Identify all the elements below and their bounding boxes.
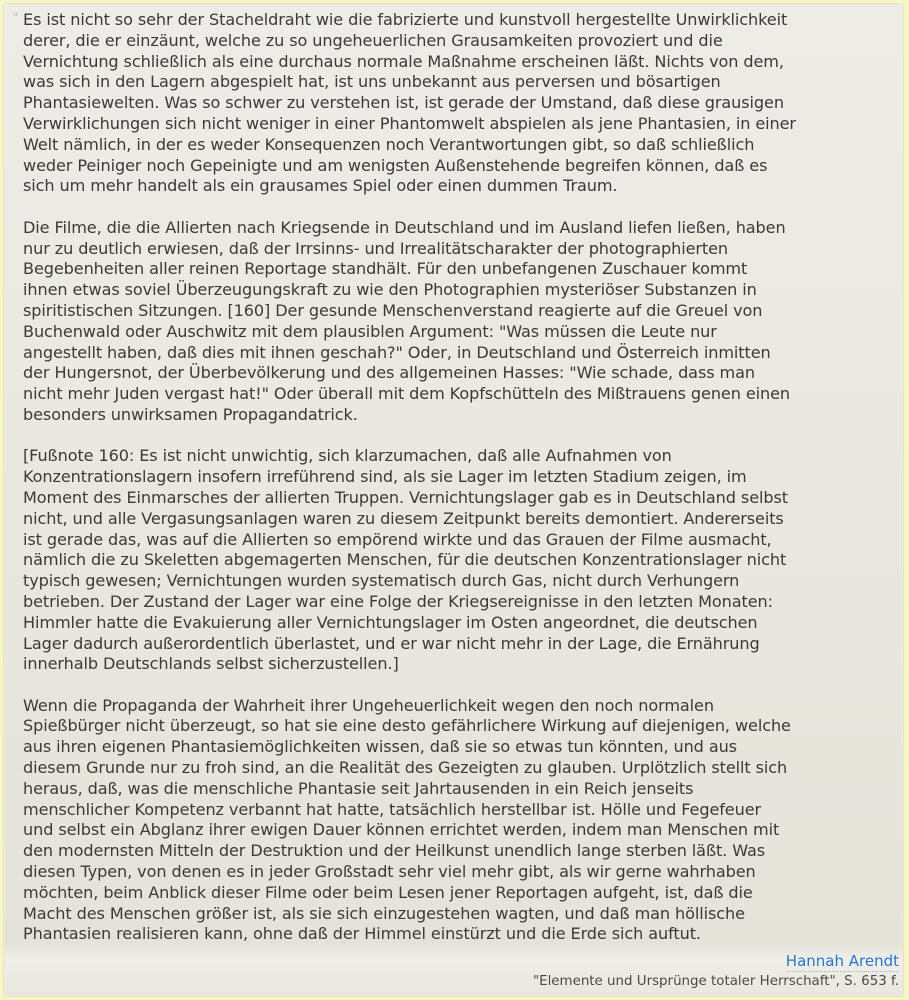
text-line: den modernsten Mitteln der Destruktion und der Heilkunst unendlich lange sterben läßt. Was (23, 841, 766, 861)
quote-paragraph-1 (23, 10, 899, 197)
quote-paragraph-4 (23, 696, 899, 946)
quote-card (3, 3, 904, 997)
text-line: [Fußnote 160: Es ist nicht unwichtig, sich klarzumachen, daß alle Aufnahmen von (23, 446, 672, 466)
text-line: derer, die er einzäunt, welche zu so ungeheuerlichen Grausamkeiten provoziert und die (23, 30, 723, 50)
text-line: Vernichtung schließlich als eine durchaus normale Maßnahme erscheinen läßt. Nichts von dem, (23, 51, 784, 71)
text-line: weder Peiniger noch Gepeinigte und am wenigsten Außenstehende begreifen können, daß es (23, 155, 768, 175)
quote-body (23, 10, 899, 966)
text-line: Die Filme, die die Allierten nach Kriegsende in Deutschland und im Ausland liefen ließen, haben (23, 217, 786, 237)
text-line: nämlich die zu Skeletten abgemagerten Menschen, für die deutschen Konzentrationslager nicht (23, 550, 787, 570)
text-line: Es ist nicht so sehr der Stacheldraht wie die fabrizierte und kunstvoll hergestellte Unwirklichkeit (23, 10, 788, 29)
footnote-paragraph (23, 446, 899, 675)
open-quote-icon: " (13, 11, 19, 24)
text-line: spiritistischen Sitzungen. [160] Der gesunde Menschenverstand reagierte auf die Greuel von (23, 300, 763, 320)
text-line: aus ihren eigenen Phantasiemöglichkeiten wissen, daß sie so etwas tun könnten, und aus (23, 737, 737, 757)
text-line: diesen Typen, von denen es in jeder Großstadt sehr viel mehr gibt, als wir gerne wahrhaben (23, 862, 756, 882)
text-line: angestellt haben, daß dies mit ihnen geschah?" Oder, in Deutschland und Österreich inmitten (23, 342, 771, 362)
text-line: typisch gewesen; Vernichtungen wurden systematisch durch Gas, nicht durch Verhungern (23, 571, 740, 591)
text-line: Lager dadurch außerordentlich überlastet, und er war nicht mehr in der Lage, die Ernährung (23, 633, 760, 653)
text-line: heraus, daß, was die menschliche Phantasie seit Jahrtausenden in ein Reich jenseits (23, 778, 694, 798)
author-link[interactable]: Hannah Arendt (785, 952, 899, 970)
text-line: Himmler hatte die Evakuierung aller Vernichtungslager im Osten angeordnet, die deutschen (23, 612, 758, 632)
text-line: sich um mehr handelt als ein grausames Spiel oder einen dummen Traum. (23, 176, 618, 196)
text-line: Konzentrationslagern insofern irreführend sind, als sie Lager im letzten Stadium zeigen, im (23, 467, 747, 487)
text-line: Welt nämlich, in der es weder Konsequenzen noch Verantwortungen gibt, so daß schließlich (23, 134, 755, 154)
text-line: Phantasien realisieren kann, ohne daß der Himmel einstürzt und die Erde sich auftut. (23, 924, 701, 944)
text-line: nur zu deutlich erwiesen, daß der Irrsinns- und Irrealitätscharakter der photographierten (23, 238, 729, 258)
text-line: Buchenwald oder Auschwitz mit dem plausiblen Argument: "Was müssen die Leute nur (23, 321, 717, 341)
text-line: diesem Grunde nur zu froh sind, an die Realität des Gezeigten zu glauben. Urplötzlich stellt sich (23, 758, 788, 778)
text-line: nicht mehr Juden vergast hat!" Oder überall mit dem Kopfschütteln des Mißtrauens genen einen (23, 384, 791, 404)
text-line: ist gerade das, was auf die Allierten so empörend wirkte und das Grauen der Filme ausmacht, (23, 529, 772, 549)
text-line: menschlicher Kompetenz verbannt hat hatte, tatsächlich herstellbar ist. Hölle und Fegefeuer (23, 799, 762, 819)
text-line: Verwirklichungen sich nicht weniger in einer Phantomwelt abspielen als jene Phantasien, in einer (23, 113, 796, 133)
text-line: nicht, und alle Vergasungsanlagen waren zu diesem Zeitpunkt bereits demontiert. Andererseits (23, 508, 784, 528)
text-line: innerhalb Deutschlands selbst sicherzustellen.] (23, 654, 399, 674)
text-line: Wenn die Propaganda der Wahrheit ihrer Ungeheuerlichkeit wegen den noch normalen (23, 695, 714, 715)
text-line: Spießbürger nicht überzeugt, so hat sie eine desto gefährlichere Wirkung auf diejenigen, welche (23, 716, 791, 736)
text-line: und selbst ein Abglanz ihrer ewigen Dauer können errichtet werden, indem man Menschen mit (23, 820, 780, 840)
text-line: besonders unwirksamen Propagandatrick. (23, 404, 358, 424)
text-line: ihnen etwas soviel Überzeugungskraft zu wie den Photographien mysteriöser Substanzen in (23, 280, 757, 300)
text-line: Moment des Einmarsches der allierten Truppen. Vernichtungslager gab es in Deutschland selbst (23, 487, 788, 507)
text-line: Phantasiewelten. Was so schwer zu verstehen ist, ist gerade der Umstand, daß diese grausigen (23, 93, 784, 113)
source-citation: "Elemente und Ursprünge totaler Herrschaft", S. 653 f. (532, 974, 899, 989)
text-line: was sich in den Lagern abgespielt hat, ist uns unbekannt aus perversen und bösartigen (23, 72, 721, 92)
text-line: Macht des Menschen größer ist, als sie sich einzugestehen wagten, und daß man höllische (23, 903, 745, 923)
text-line: betrieben. Der Zustand der Lager war eine Folge der Kriegsereignisse in den letzten Monaten: (23, 591, 773, 611)
text-line: möchten, beim Anblick dieser Filme oder beim Lesen jener Reportagen aufgeht, ist, daß die (23, 882, 753, 902)
text-line: Begebenheiten aller reinen Reportage standhält. Für den unbefangenen Zuschauer kommt (23, 259, 748, 279)
text-line: der Hungersnot, der Überbevölkerung und des allgemeinen Hasses: "Wie schade, dass man (23, 363, 755, 383)
quote-paragraph-2 (23, 218, 899, 426)
